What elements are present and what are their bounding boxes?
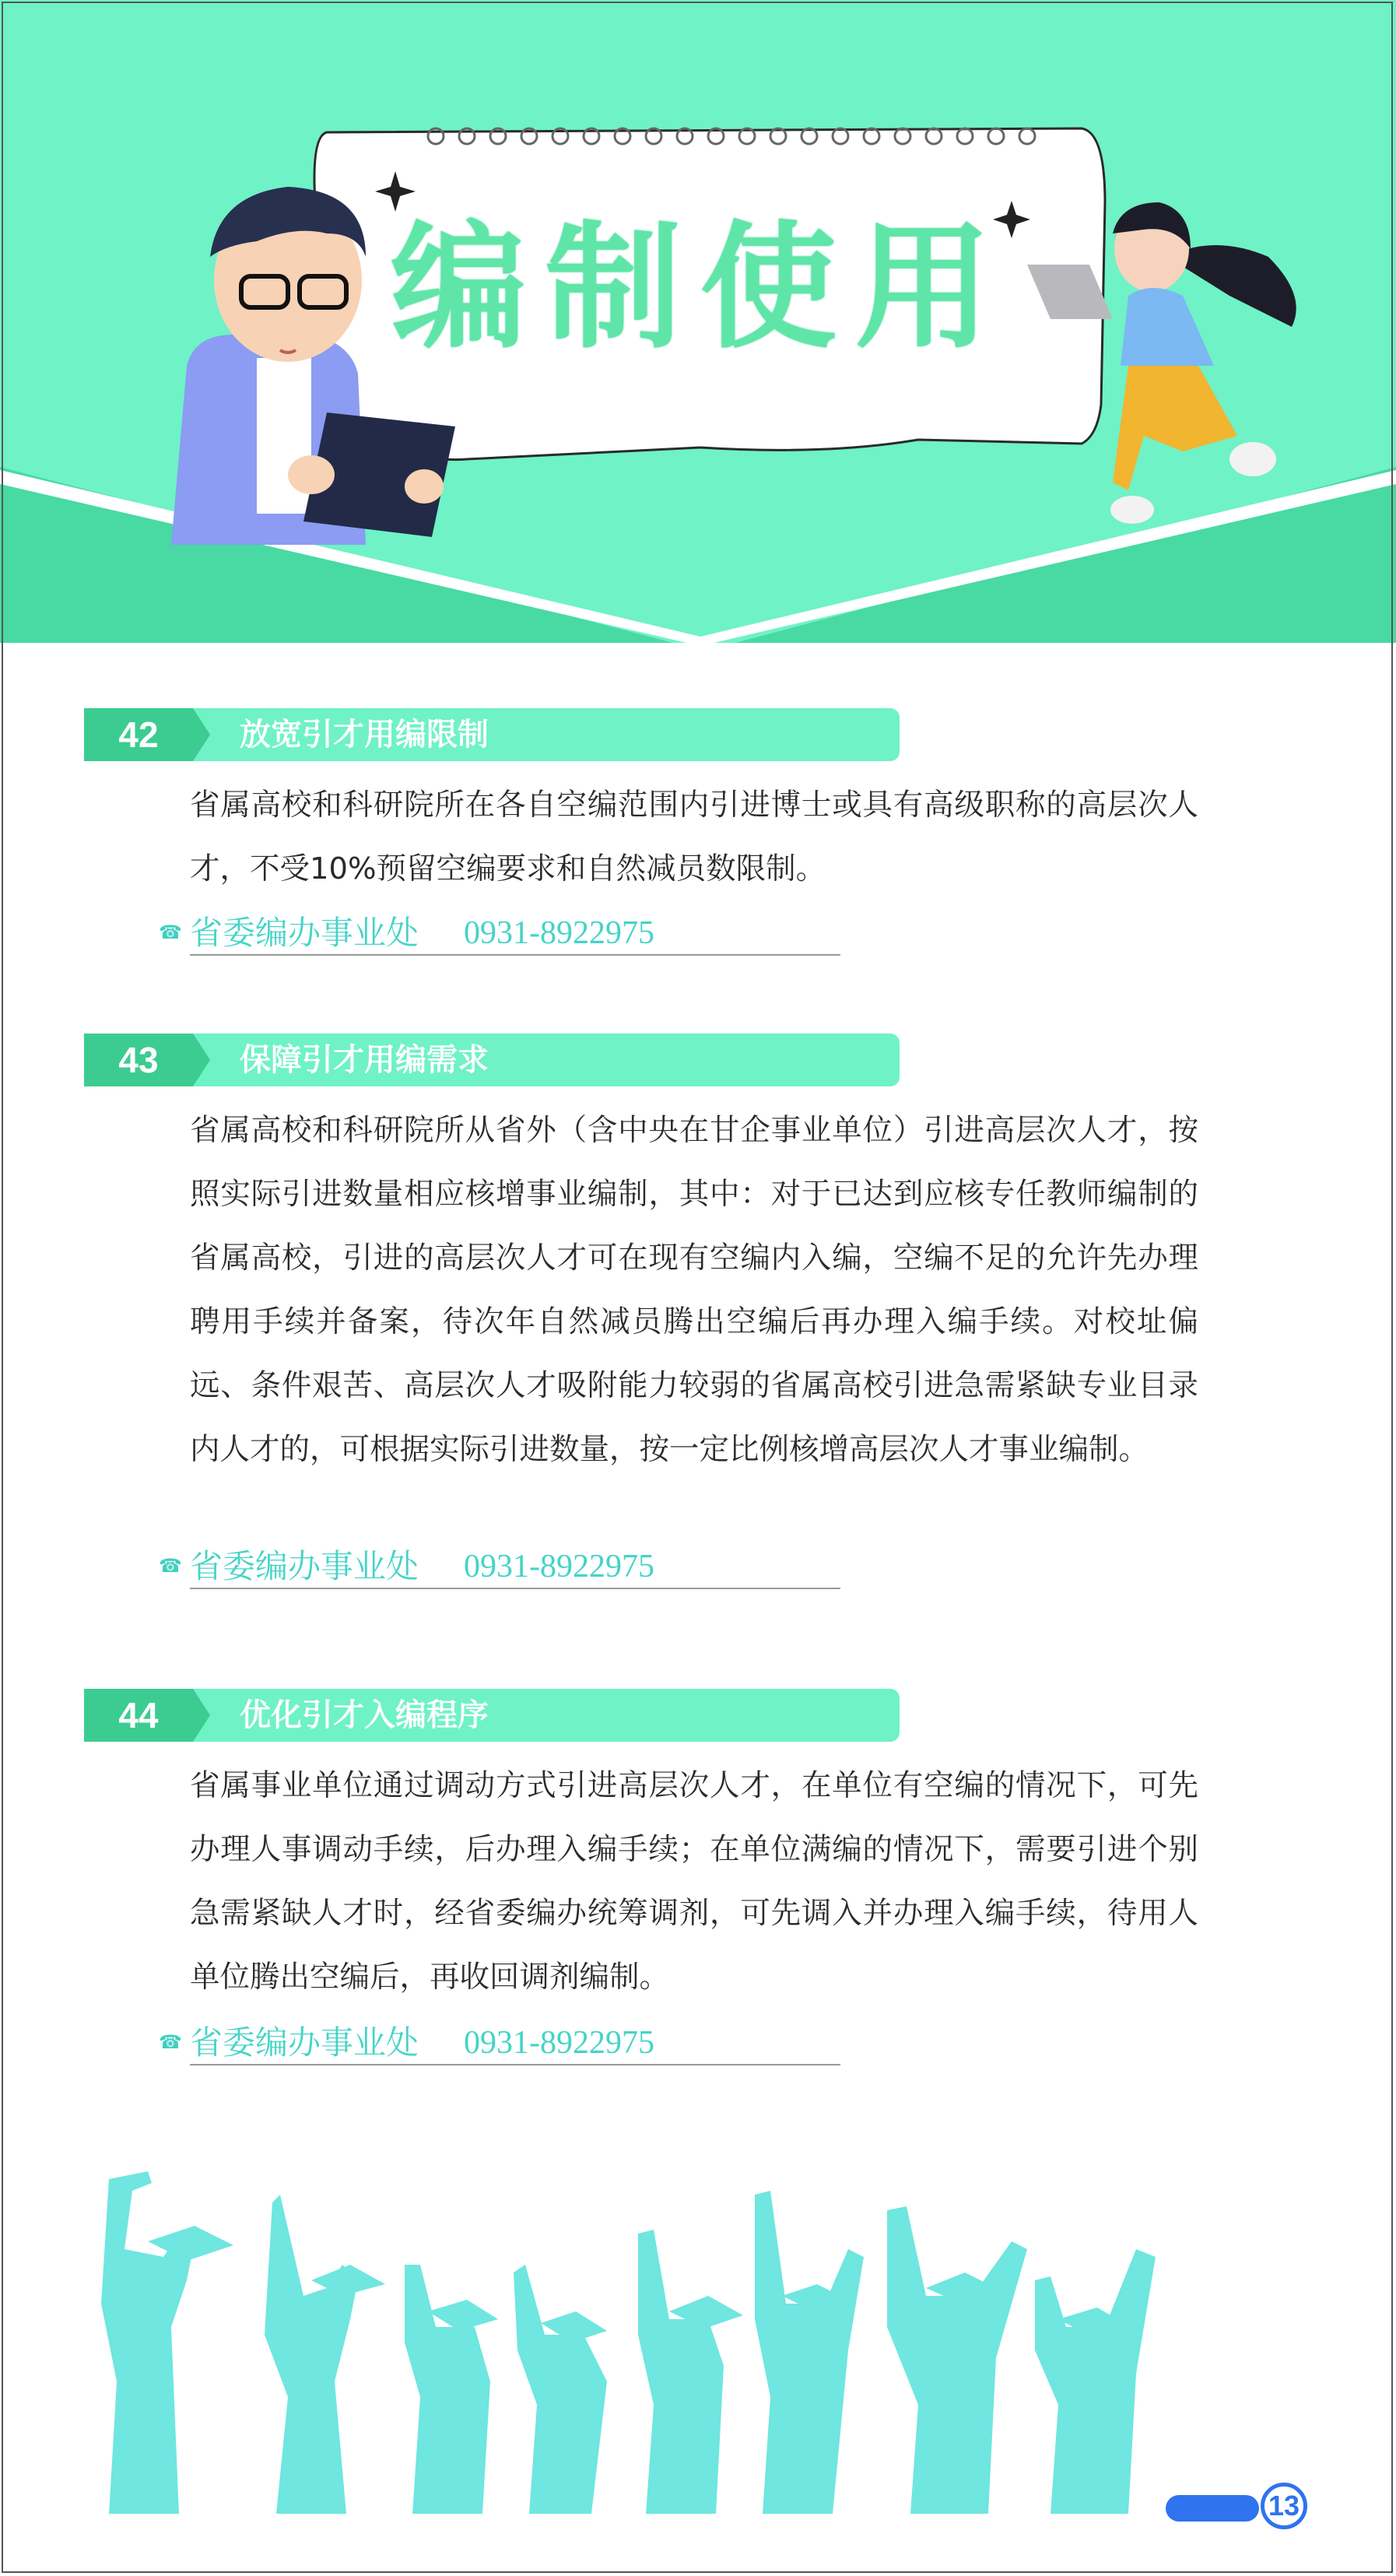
section-body: 省属事业单位通过调动方式引进高层次人才，在单位有空编的情况下，可先办理人事调动手续，后办理入编手续；在单位满编的情况下，需要引进个别急需紧缺人才时，经省委编办统筹调剂，可先调入并办理入编手续，待用人单位腾出空编后，再收回调剂编制。 <box>190 1768 1198 1995</box>
section-header-bar <box>84 708 900 761</box>
contact-phone: 0931-8922975 <box>464 2025 654 2061</box>
section-title: 优化引才入编程序 <box>240 1697 489 1733</box>
page-number: 13 <box>1261 2483 1307 2529</box>
section-number: 44 <box>118 1695 159 1735</box>
section-number: 42 <box>118 714 159 755</box>
page-number-pill <box>1166 2495 1259 2522</box>
contact-name: 省委编办事业处 <box>190 1547 419 1585</box>
contact-phone: 0931-8922975 <box>464 915 654 951</box>
phone-icon: ☎ <box>159 1555 182 1577</box>
graduates-silhouette <box>78 2148 1183 2522</box>
section-title: 放宽引才用编限制 <box>240 717 489 753</box>
section-body: 省属高校和科研院所从省外（含中央在甘企事业单位）引进高层次人才，按照实际引进数量相应核增事业编制，其中：对于已达到应核专任教师编制的省属高校，引进的高层次人才可在现有空编内入编，空编不足的允许先办理聘用手续并备案，待次年自然减员腾出空编后再办理入编手续。对校址偏远、条件艰苦、高层次人才吸附能力较弱的省属高校引进急需紧缺专业目录内人才的，可根据实际引进数量，按一定比例核增高层次人才事业编制。 <box>190 1113 1198 1467</box>
phone-icon: ☎ <box>159 2031 182 2053</box>
page-title: 编制使用 <box>391 208 1010 367</box>
section-body: 省属高校和科研院所在各自空编范围内引进博士或具有高级职称的高层次人才，不受10%预留空编要求和自然减员数限制。 <box>190 788 1198 886</box>
section-header-bar <box>84 1034 900 1086</box>
section-header-bar <box>84 1689 900 1742</box>
phone-icon: ☎ <box>159 921 182 943</box>
contact-name: 省委编办事业处 <box>190 914 419 952</box>
header-banner <box>0 0 1396 646</box>
section-title: 保障引才用编需求 <box>240 1042 489 1078</box>
contact-phone: 0931-8922975 <box>464 1549 654 1585</box>
contact-name: 省委编办事业处 <box>190 2023 419 2062</box>
section-number: 43 <box>118 1040 159 1080</box>
